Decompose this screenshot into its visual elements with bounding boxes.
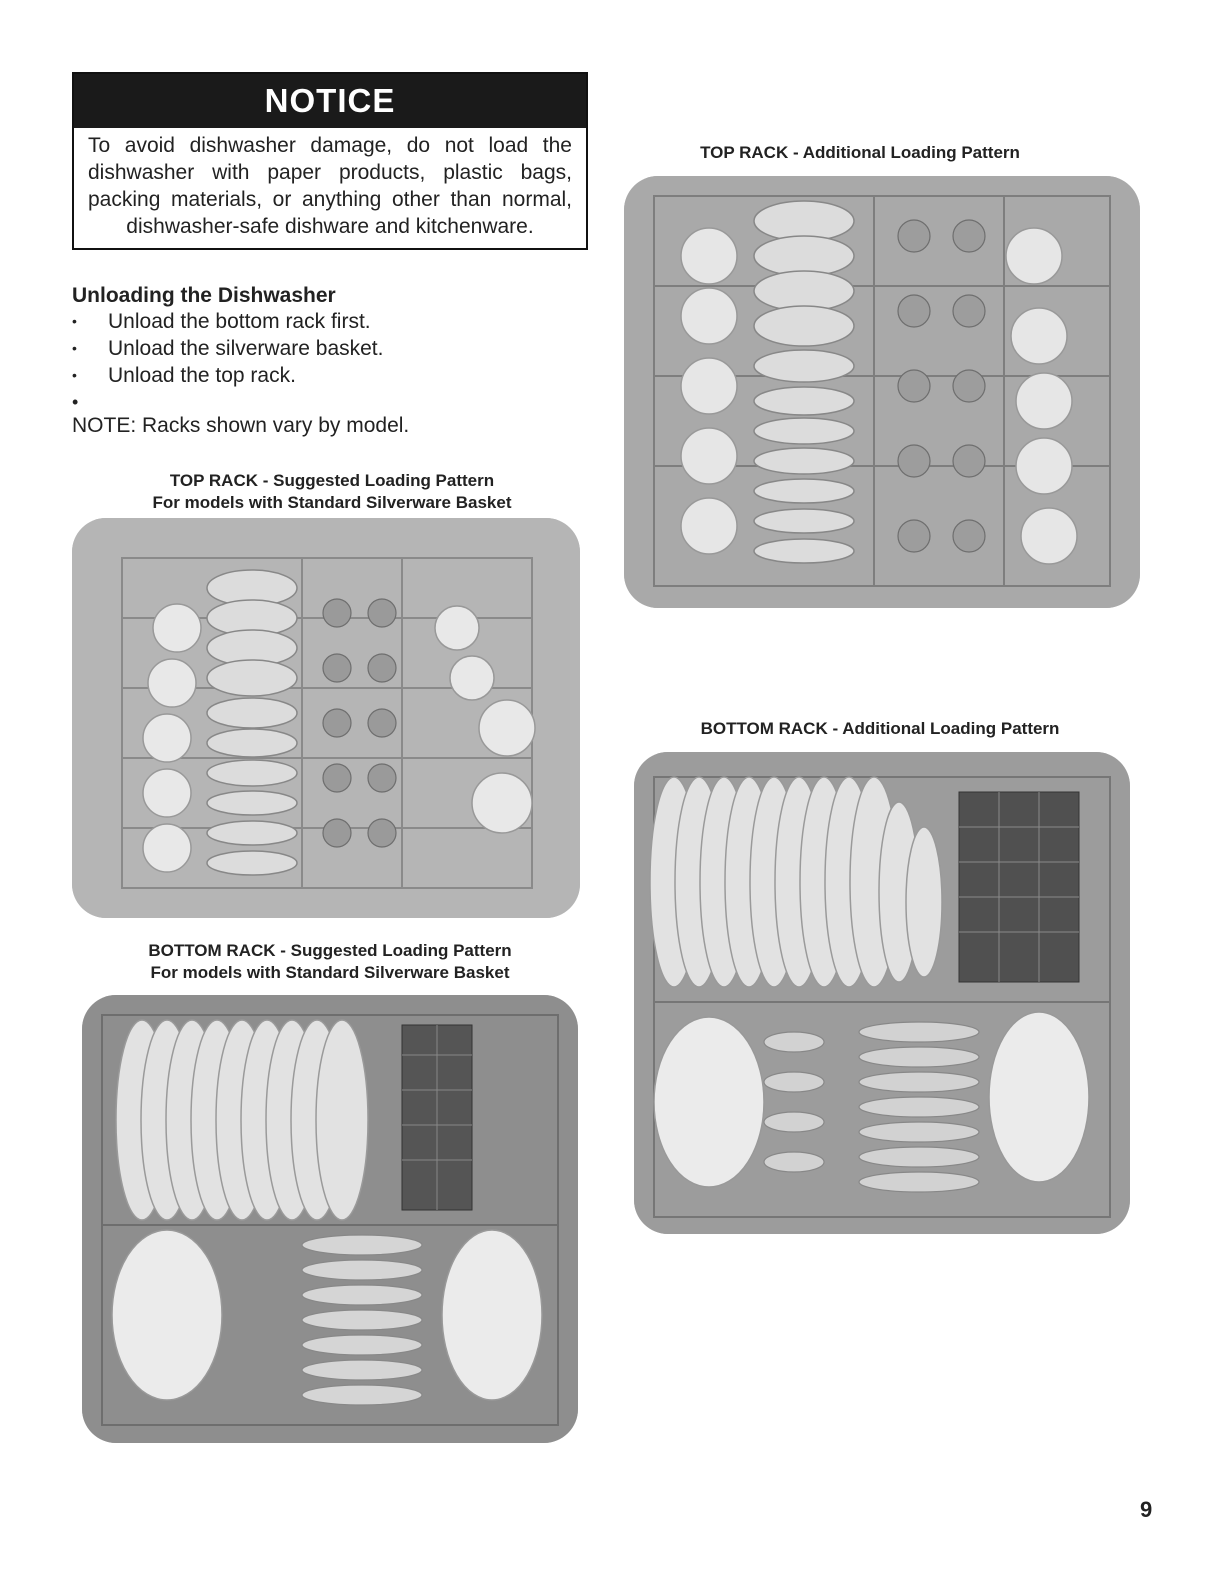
caption-bottom-additional: BOTTOM RACK - Additional Loading Pattern: [700, 719, 1060, 738]
rack-illustration: [72, 518, 580, 918]
list-item: • Unload the top rack.: [72, 362, 383, 389]
page-number: 9: [1140, 1497, 1153, 1522]
caption-line: BOTTOM RACK - Suggested Loading Pattern: [148, 941, 512, 960]
photo-bottom-rack-suggested: [82, 995, 578, 1443]
rack-illustration: [634, 752, 1130, 1234]
section-title: Unloading the Dishwasher: [72, 284, 336, 307]
caption-line: For models with Standard Silverware Basket: [152, 493, 512, 512]
caption-top-additional: TOP RACK - Additional Loading Pattern: [700, 143, 1020, 162]
rack-illustration: [82, 995, 578, 1443]
notice-box: [72, 72, 588, 250]
notice-text: To avoid dishwasher damage, do not load the dishwasher with paper products, plastic bags, packing materials, or anything other than normal, dishwasher-safe dishware and kitchenware.: [88, 134, 572, 238]
caption-top-suggested: [72, 470, 592, 514]
photo-top-rack-suggested: [72, 518, 580, 918]
caption-line: TOP RACK - Suggested Loading Pattern: [169, 471, 495, 490]
note-text: NOTE: Racks shown vary by model.: [72, 414, 410, 437]
rack-illustration: [624, 176, 1140, 608]
list-item: • Unload the silverware basket.: [72, 335, 383, 362]
caption-bottom-suggested: [72, 940, 588, 984]
caption-line: For models with Standard Silverware Basket: [150, 963, 510, 982]
notice-heading: NOTICE: [74, 74, 586, 128]
list-item: [72, 389, 383, 416]
photo-top-rack-additional: [624, 176, 1140, 608]
unloading-steps: [72, 308, 383, 416]
photo-bottom-rack-additional: [634, 752, 1130, 1234]
list-item: • Unload the bottom rack first.: [72, 308, 383, 335]
